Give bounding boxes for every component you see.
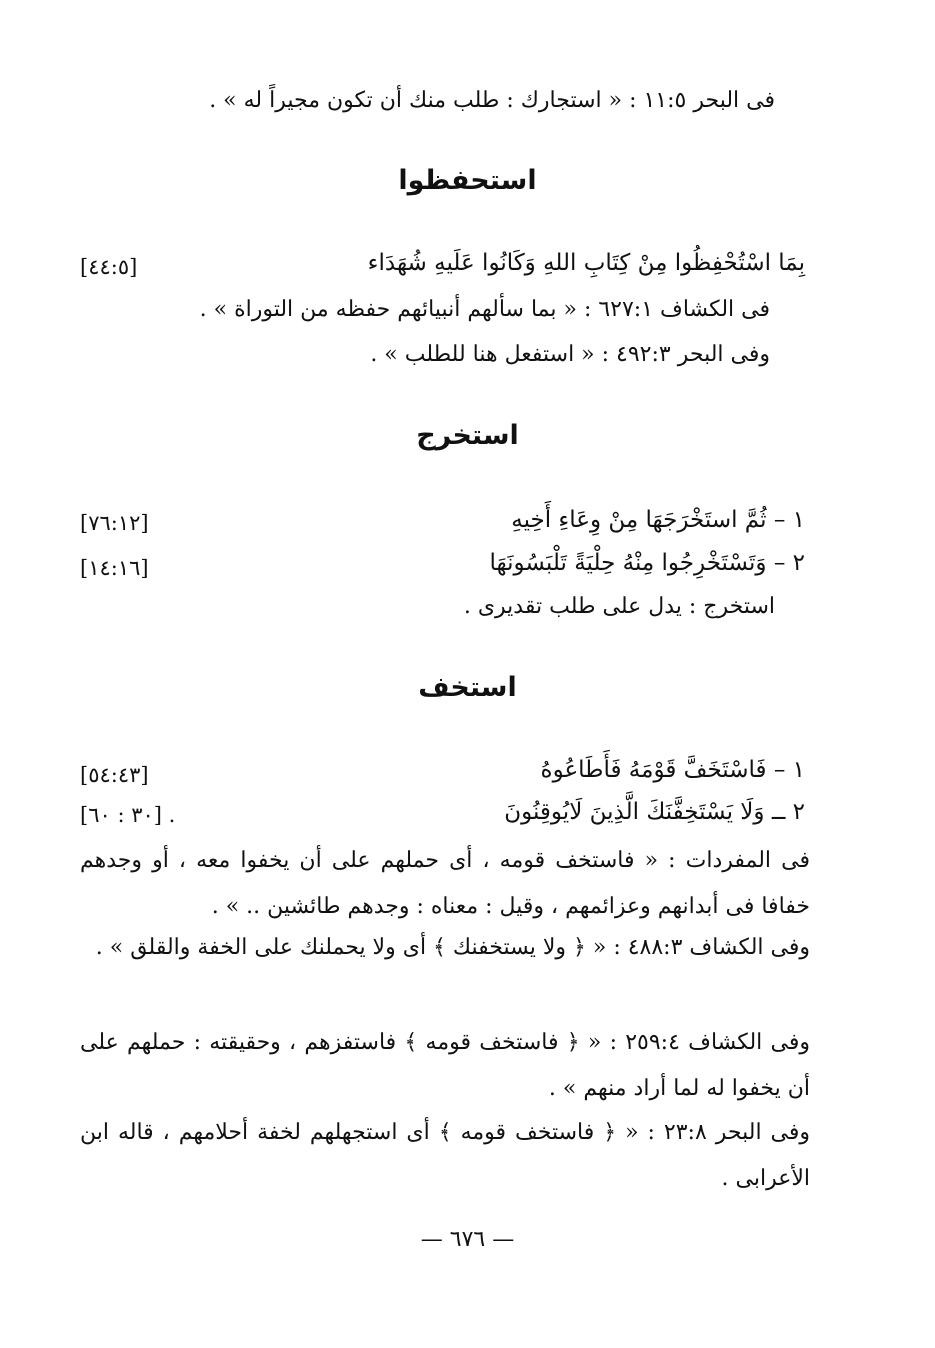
verse-reference: [٤٤:٥] [80, 255, 138, 279]
section-heading-istahfazu: استحفظوا [398, 165, 537, 196]
commentary-paragraph: وفى البحر ٢٣:٨ : « ﴿ فاستخف قومه ﴾ أى استجهلهم لخفة أحلامهم ، قاله ابن الأعرابى . [80, 1120, 811, 1191]
commentary-line: فى الكشاف ٦٢٧:١ : « بما سألهم أنبيائهم حفظه من التوراة » . [199, 297, 770, 322]
commentary-paragraph: وفى الكشاف ٤٨٨:٣ : « ﴿ ولا يستخفنك ﴾ أى ولا يحملنك على الخفة والقلق » . [95, 935, 810, 960]
verse-line: ٢ – وَتَسْتَخْرِجُوا مِنْهُ حِلْيَةً تَلْبَسُونَهَا [489, 550, 805, 576]
section-heading-istakhaffa: استخف [418, 672, 517, 703]
verse-line: ١ – فَاسْتَخَفَّ قَوْمَهُ فَأَطَاعُوهُ [540, 757, 805, 783]
verse-reference: [٧٦:١٢] [80, 511, 149, 535]
top-note: فى البحر ١١:٥ : « استجارك : طلب منك أن تكون مجيراً له » . [209, 88, 775, 113]
page-number: — ٦٧٦ — [420, 1227, 515, 1252]
commentary-line: وفى البحر ٤٩٢:٣ : « استفعل هنا للطلب » . [370, 342, 770, 367]
commentary-paragraph: وفى الكشاف ٢٥٩:٤ : « ﴿ فاستخف قومه ﴾ فاستفزهم ، وحقيقته : حملهم على أن يخفوا له لما أراد منهم » . [80, 1030, 810, 1101]
commentary-line: استخرج : يدل على طلب تقديرى . [463, 594, 775, 619]
verse-reference: [٣٠ : ٦٠] . [80, 803, 176, 827]
verse-line: ١ – ثُمَّ استَخْرَجَهَا مِنْ وِعَاءِ أَخِيهِ [511, 507, 805, 533]
verse-line: ٢ ــ وَلَا يَسْتَخِفَّنَكَ الَّذِينَ لَايُوقِنُونَ [504, 799, 805, 825]
commentary-paragraph: فى المفردات : « فاستخف قومه ، أى حملهم على أن يخفوا معه ، أو وجدهم خفافا فى أبدانهم وعزائمهم ، وقيل : معناه : وجدهم طائشين .. » . [80, 848, 810, 919]
section-heading-istakhraja: استخرج [416, 420, 519, 451]
verse-reference: [٥٤:٤٣] [80, 763, 149, 787]
verse-reference: [١٤:١٦] [80, 556, 149, 580]
verse-line: بِمَا اسْتُحْفِظُوا مِنْ كِتَابِ اللهِ وَكَانُوا عَلَيهِ شُهَدَاء [367, 250, 805, 276]
